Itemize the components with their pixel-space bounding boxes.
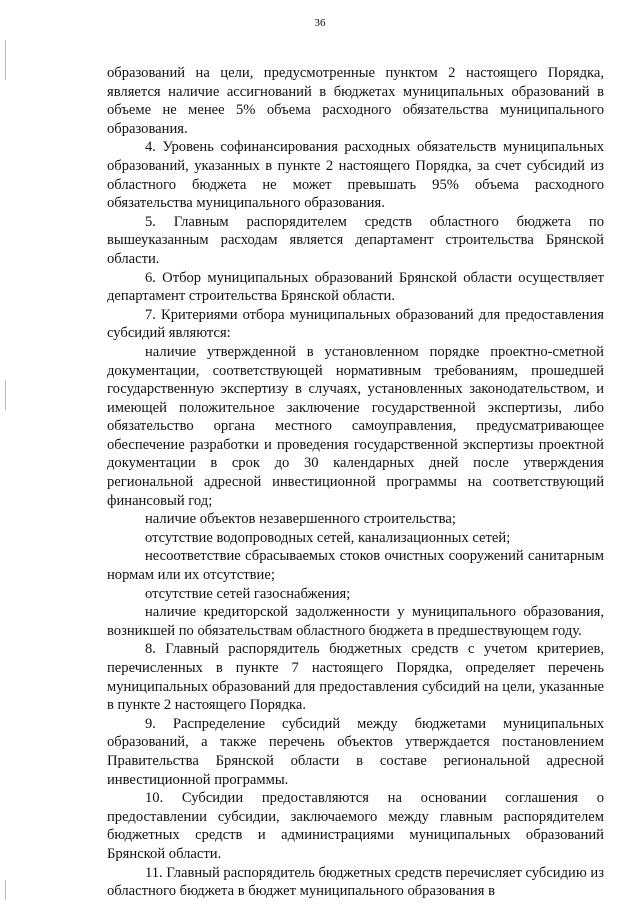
paragraph-item-7: 7. Критериями отбора муниципальных образований для предоставления субсидий являются: — [107, 306, 604, 342]
paragraph-continuation: образований на цели, предусмотренные пунктом 2 настоящего Порядка, является наличие ассигнований в бюджетах муниципальных образований в объеме не менее 5% объема расходного обязательства муниципального образования. — [107, 65, 604, 137]
paragraph-item-5: 5. Главным распорядителем средств областного бюджета по вышеуказанным расходам является департамент строительства Брянской области. — [107, 213, 604, 267]
criterion-unfinished-construction: наличие объектов незавершенного строительства; — [145, 511, 456, 528]
paragraph-item-10: 10. Субсидии предоставляются на основании соглашения о предоставлении субсидии, заключаемого между главным распорядителем бюджетных средств и администрациями муниципальных образований Брянской области. — [107, 790, 604, 862]
scan-edge-mark — [5, 380, 6, 410]
criterion-no-water-networks: отсутствие водопроводных сетей, канализационных сетей; — [145, 529, 511, 546]
paragraph-item-4: 4. Уровень софинансирования расходных обязательств муниципальных образований, указанных в пункте 2 настоящего Порядка, за счет субсидий из областного бюджета не может превышать 95% объема расходного обязательства муниципального образования. — [107, 139, 604, 212]
paragraph-item-9: 9. Распределение субсидий между бюджетами муниципальных образований, а также перечень объектов утверждается постановлением Правительства Брянской области в составе региональной адресной инвестиционной программы. — [107, 715, 604, 788]
criterion-design-documentation: наличие утвержденной в установленном порядке проектно-сметной документации, соответствующей нормативным требованиям, прошедшей государственную экспертизу в случаях, установленных законодательством, и имеющей положительное заключение государственной экспертизы, либо обязательство органа местного самоуправления, предусматривающее обеспечение разработки и проведения государственной экспертизы проектной документации в срок до 30 календарных дней после утверждения региональной адресной инвестиционной программы на соответствующий финансовый год; — [107, 343, 604, 509]
criterion-no-gas-networks: отсутствие сетей газоснабжения; — [145, 585, 351, 602]
paragraph-item-8: 8. Главный распорядитель бюджетных средств с учетом критериев, перечисленных в пункте 7 настоящего Порядка, определяет перечень муниципальных образований для предоставления субсидий на цели, указанные в пункте 2 настоящего Порядка. — [107, 641, 604, 714]
criterion-wastewater-noncompliance: несоответствие сбрасываемых стоков очистных сооружений санитарным нормам или их отсутствие; — [107, 548, 604, 584]
paragraph-item-11: 11. Главный распорядитель бюджетных средств перечисляет субсидию из областного бюджета в бюджет муниципального образования в — [107, 864, 604, 900]
page-number: 36 — [314, 17, 326, 29]
scan-edge-mark — [5, 880, 6, 900]
criterion-accounts-payable: наличие кредиторской задолженности у муниципального образования, возникшей по обязательствам областного бюджета в предшествующем году. — [107, 604, 604, 639]
document-body — [107, 64, 604, 901]
scan-edge-mark — [5, 40, 6, 80]
paragraph-item-6: 6. Отбор муниципальных образований Брянской области осуществляет департамент строительства Брянской области. — [107, 269, 604, 305]
